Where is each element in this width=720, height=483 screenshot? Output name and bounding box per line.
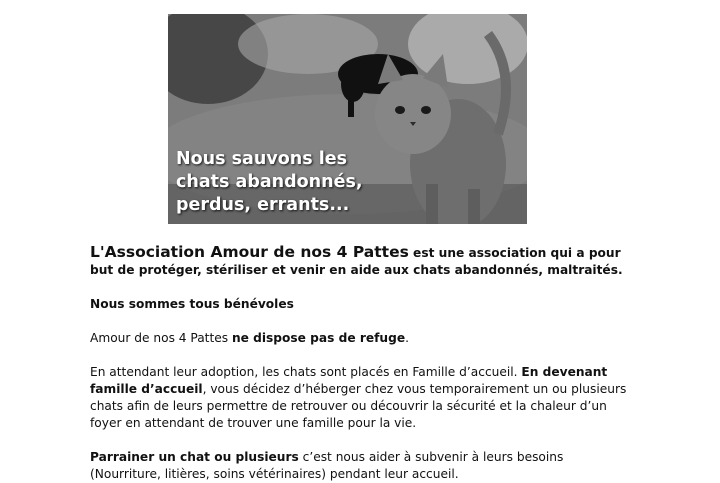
refuge-paragraph [90,330,630,347]
association-name: L'Association Amour de nos 4 Pattes [90,243,409,261]
hero-image [168,14,527,224]
sponsor-rest: c’est nous aider à subvenir à leurs besoins (Nourriture, litières, soins vétérinaires) pendant leur accueil. [90,450,564,481]
foster-bold: En devenant famille d’accueil [90,365,608,396]
foster-paragraph [90,364,630,432]
refuge-bold: ne dispose pas de refuge [231,331,406,345]
intro-paragraph [90,244,630,279]
intro-text: est une association qui a pour but de protéger, stériliser et venir en aide aux chats abandonnés, maltraités. [90,246,623,277]
foster-prefix: En attendant leur adoption, les chats sont placés en Famille d’accueil. [90,365,522,379]
foster-suffix: , vous décidez d’héberger chez vous temporairement un ou plusieurs chats afin de leurs permettre de retrouver ou découvrir la sécurité et la chaleur d’un foyer en attendant de trouver une famille pour la vie. [90,382,627,430]
hero-caption: Nous sauvons les chats abandonnés, perdus, errants... [176,149,363,215]
article-body [90,244,630,483]
refuge-suffix: . [405,331,409,345]
volunteers-line: Nous sommes tous bénévoles [90,297,294,311]
sponsor-paragraph [90,449,630,483]
sponsor-bold: Parrainer un chat ou plusieurs [90,450,299,464]
refuge-prefix: Amour de nos 4 Pattes [90,331,232,345]
